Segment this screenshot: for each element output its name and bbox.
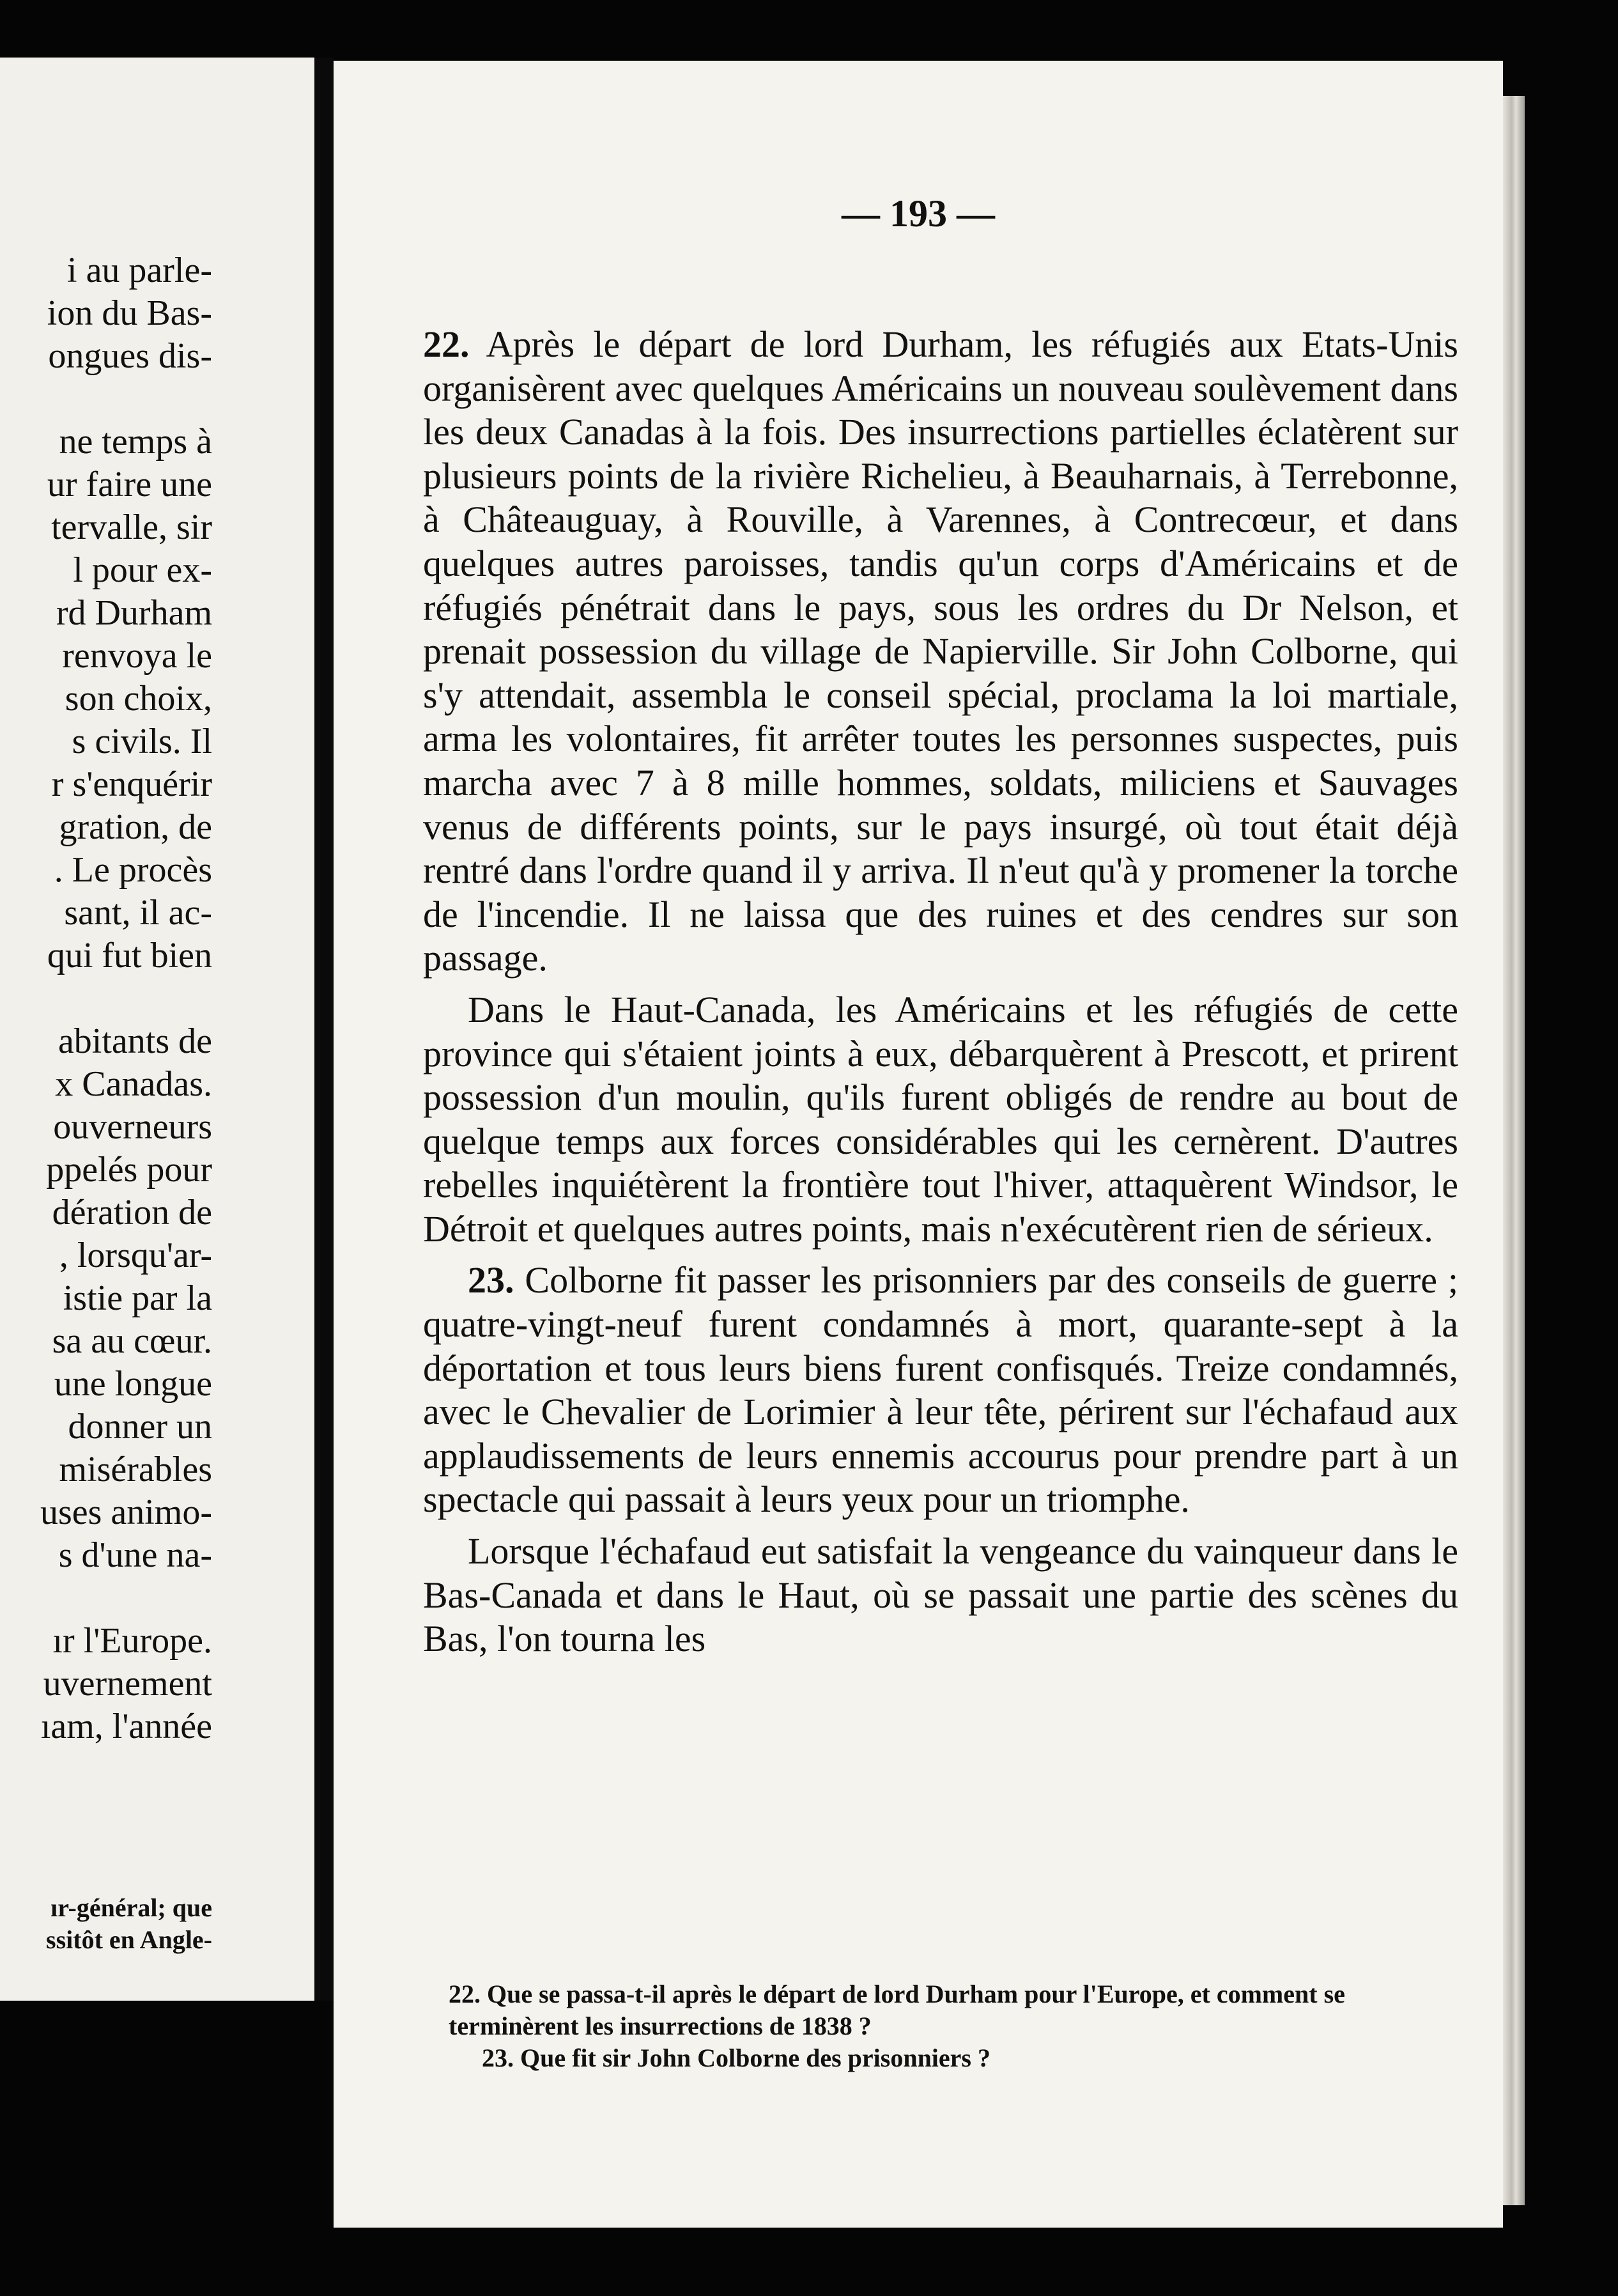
left-page-line: s d'une na- (58, 1535, 212, 1575)
left-page-line: ne temps à (59, 422, 212, 462)
left-page-note-line: ır-général; que (50, 1893, 212, 1922)
left-page-line: i au parle- (67, 251, 212, 290)
paragraph-haut-canada (423, 988, 1458, 1252)
left-page-line: renvoya le (62, 636, 212, 676)
book-gutter (314, 58, 334, 2001)
left-page-text (0, 249, 212, 1748)
left-page (0, 58, 314, 2001)
left-page-line: abitants de (58, 1021, 212, 1061)
left-page-line: une longue (54, 1364, 212, 1404)
left-page-line: . Le procès (54, 850, 212, 890)
left-page-line: ur faire une (47, 465, 212, 504)
page-number: — 193 — (842, 192, 995, 235)
left-page-line: s civils. Il (72, 722, 212, 761)
left-page-line: ıam, l'année (40, 1707, 212, 1746)
left-page-line: misérables (59, 1450, 212, 1489)
left-page-line: uses animo- (40, 1493, 212, 1532)
left-page-line: qui fut bien (47, 936, 212, 975)
right-page (334, 61, 1503, 2228)
left-page-line: x Canadas. (55, 1064, 212, 1104)
left-page-note-line: ssitôt en Angle- (46, 1925, 212, 1954)
left-page-line: sa au cœur. (52, 1321, 212, 1361)
paragraph-text: Colborne fit passer les prisonniers par des conseils de guerre ; quatre-vingt-neuf furent condamnés à mort, quarante-sept à la déportation et tous leurs biens furent confisqués. Treize condamnés, avec le Chevalier de Lorimier à leur tête, périrent sur l'échafaud aux applaudissements de leurs ennemis accourus pour prendre part à un spectacle qui passait à leurs yeux pour un triomphe. (423, 1259, 1458, 1521)
left-page-line: dération de (52, 1193, 212, 1232)
left-page-line: istie par la (63, 1278, 212, 1318)
paragraph-22 (423, 323, 1458, 981)
left-page-gap (0, 1577, 212, 1620)
left-page-line: tervalle, sir (51, 508, 212, 547)
page-edge (1503, 96, 1525, 2205)
paragraph-echafaud (423, 1530, 1458, 1661)
left-page-line: , lorsqu'ar- (59, 1236, 212, 1275)
left-page-line: uvernement (43, 1664, 212, 1703)
left-page-line: r s'enquérir (51, 764, 212, 804)
paragraph-text: Lorsque l'échafaud eut satisfait la vengeance du vainqueur dans le Bas-Canada et dans le Haut, où se passait une partie des scènes du Bas, l'on tourna les (423, 1530, 1458, 1660)
footnotes (449, 1978, 1471, 2074)
left-page-line: sant, il ac- (64, 893, 212, 933)
left-page-line: ouverneurs (53, 1107, 212, 1147)
footnote-22: 22. Que se passa-t-il après le départ de lord Durham pour l'Europe, et comment se terminèrent les insurrections de 1838 ? (449, 1980, 1345, 2040)
left-page-gap (0, 977, 212, 1020)
left-page-line: donner un (68, 1407, 212, 1447)
left-page-line: rd Durham (56, 593, 212, 633)
left-page-line: son choix, (65, 679, 212, 718)
left-page-gap (0, 378, 212, 421)
paragraph-number: 22. (423, 323, 470, 365)
footnote-23: 23. Que fit sir John Colborne des prisonniers ? (482, 2044, 990, 2072)
left-page-line: l pour ex- (73, 550, 212, 590)
left-page-line: ppelés pour (46, 1150, 212, 1190)
left-page-line: ongues dis- (48, 336, 212, 376)
paragraph-number: 23. (468, 1259, 514, 1301)
left-page-notes (0, 1892, 212, 1956)
paragraph-text: Dans le Haut-Canada, les Américains et les réfugiés de cette province qui s'étaient joints à eux, débarquèrent à Prescott, et prirent possession d'un moulin, qu'ils furent obligés de rendre au bout de quelque temps aux forces considérables qui les cernèrent. D'autres rebelles inquiétèrent la frontière tout l'hiver, attaquèrent Windsor, le Détroit et quelques autres points, mais n'exécutèrent rien de sérieux. (423, 988, 1458, 1250)
paragraph-text: Après le départ de lord Durham, les réfugiés aux Etats-Unis organisèrent avec quelques Américains un nouveau soulèvement dans les deux Canadas à la fois. Des insurrections partielles éclatèrent sur plusieurs points de la rivière Richelieu, à Beauharnais, à Terrebonne, à Châteauguay, à Rouville, à Varennes, à Contrecœur, et dans quelques autres paroisses, tandis qu'un corps d'Américains et de réfugiés pénétrait dans le pays, sous les ordres du Dr Nelson, et prenait possession du village de Napierville. Sir John Colborne, qui s'y attendait, assembla le conseil spécial, proclama la loi martiale, arma les volontaires, fit arrêter toutes les personnes suspectes, puis marcha avec 7 à 8 mille hommes, soldats, miliciens et Sauvages venus de différents points, sur le pays insurgé, où tout était déjà rentré dans l'ordre quand il y arriva. Il n'eut qu'à y promener la torche de l'incendie. Il ne laissa que des ruines et des cendres sur son passage. (423, 323, 1458, 979)
paragraph-23 (423, 1259, 1458, 1522)
page-body (423, 323, 1458, 1669)
left-page-line: ır l'Europe. (52, 1621, 212, 1661)
left-page-line: gration, de (59, 807, 212, 847)
left-page-line: ion du Bas- (47, 293, 212, 333)
